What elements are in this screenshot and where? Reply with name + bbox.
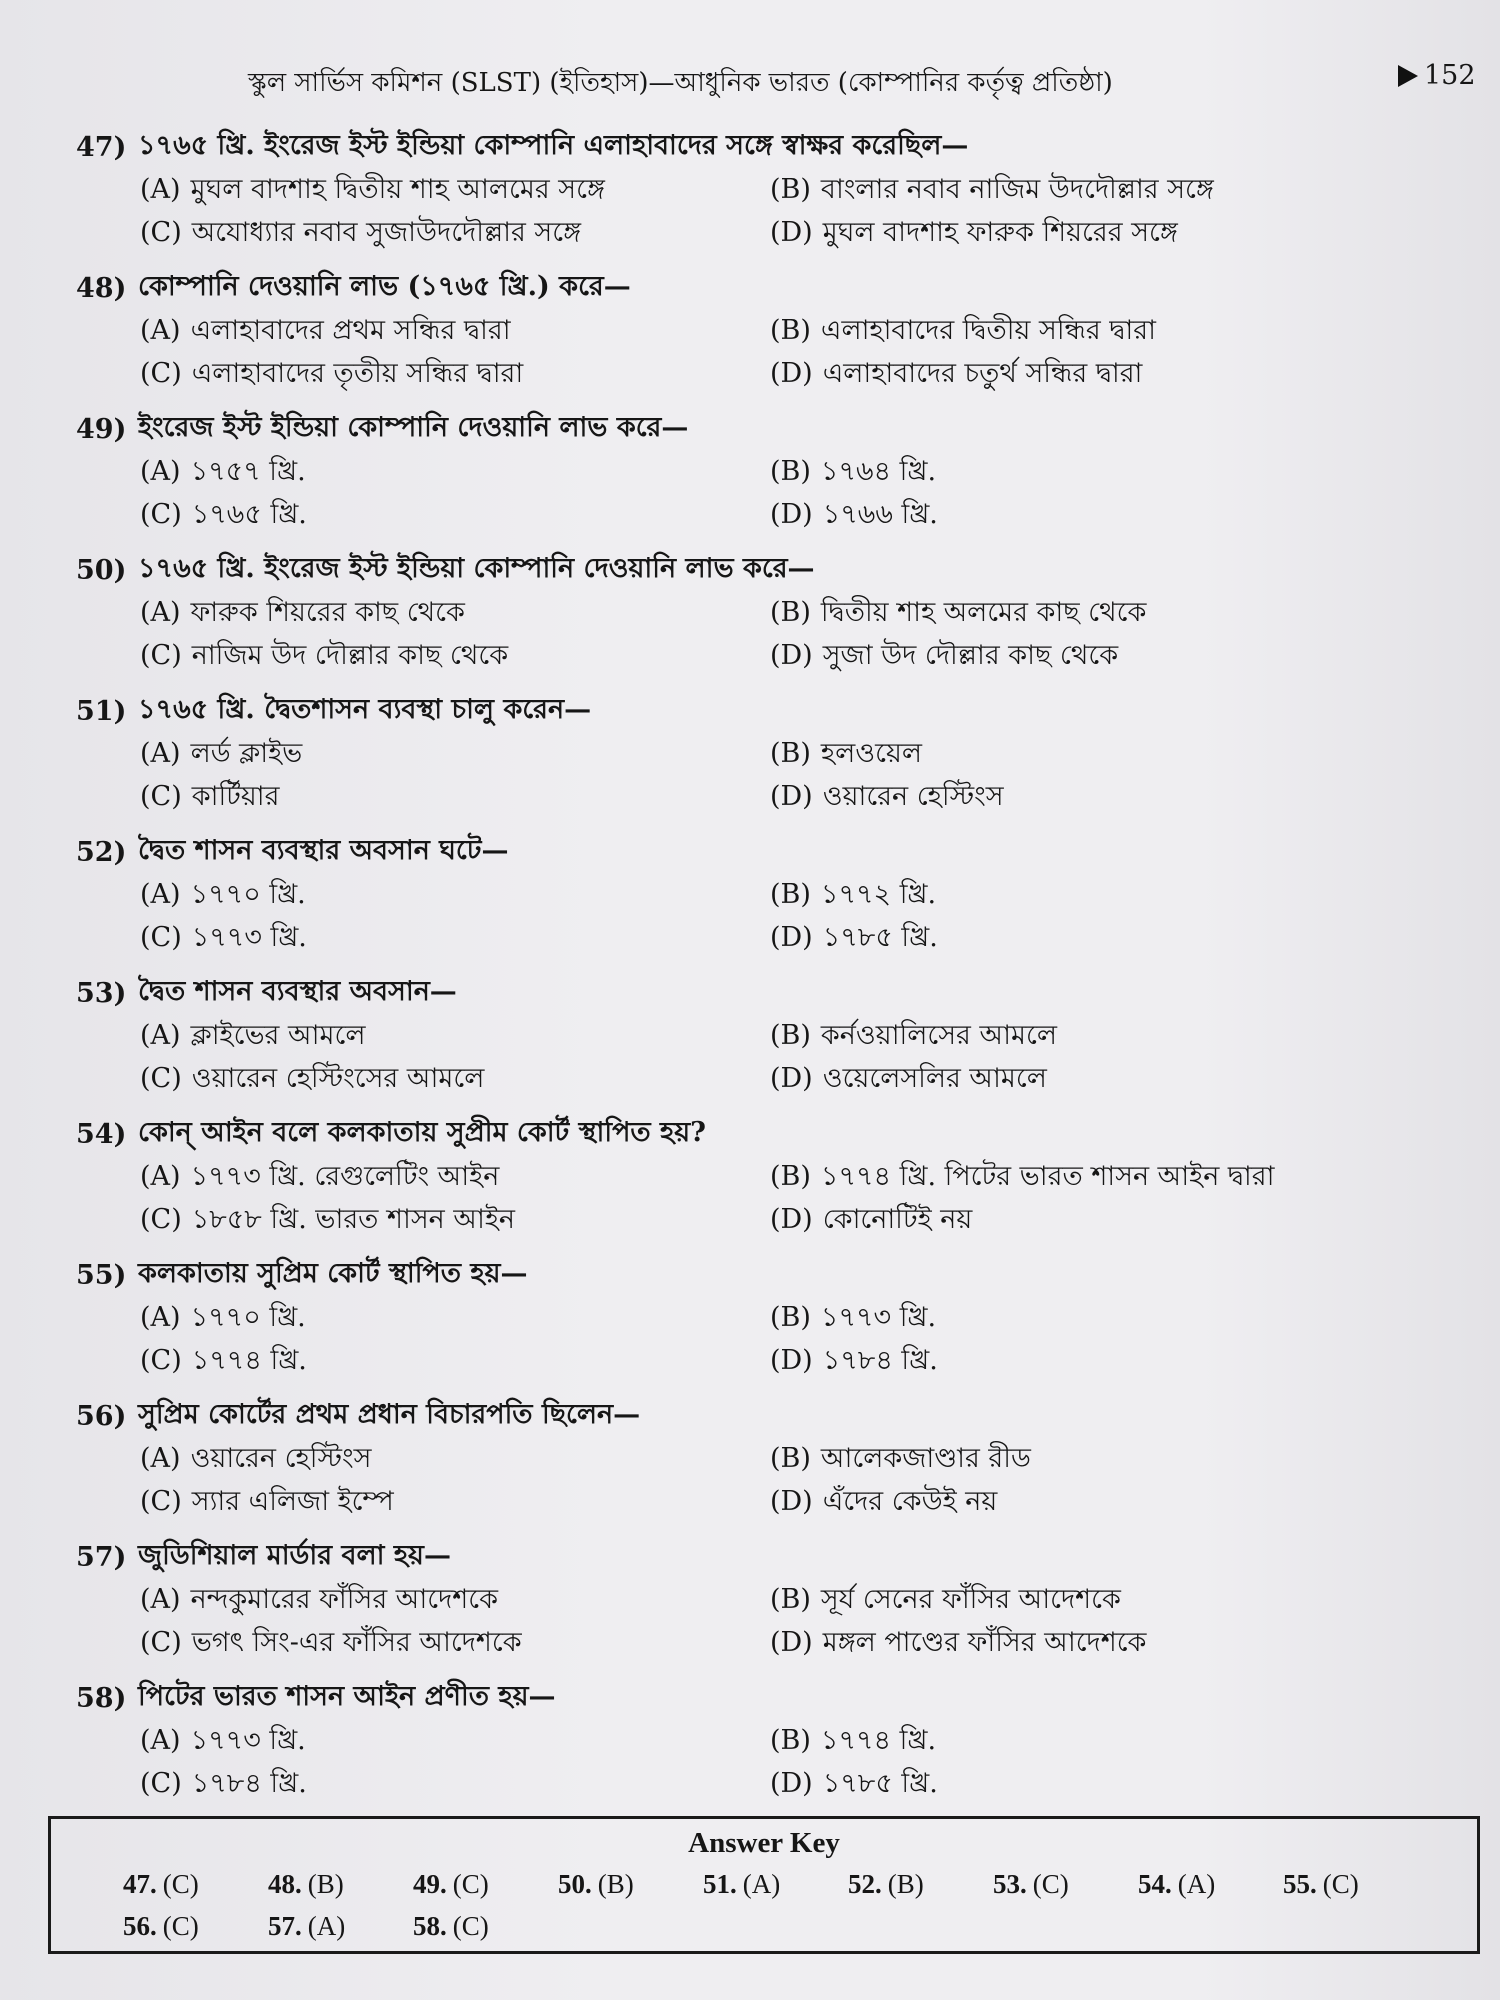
option-text: দ্বিতীয় শাহ অলমের কাছ থেকে (820, 597, 1147, 628)
option-label: (C) (140, 922, 182, 953)
answer-option (140, 1156, 770, 1201)
answer-question-number: 50. (558, 1868, 592, 1899)
option-label: (A) (140, 1725, 181, 1756)
question-block (76, 265, 1436, 397)
option-text: হলওয়েল (820, 738, 922, 769)
answer-choice: (A) (307, 1910, 346, 1941)
option-text: এলাহাবাদের প্রথম সন্ধির দ্বারা (190, 315, 511, 346)
option-row (76, 734, 1436, 777)
question-text: কোন্ আইন বলে কলকাতায় সুপ্রীম কোর্ট স্থাপিত হয়? (138, 1116, 706, 1148)
option-row (76, 1157, 1436, 1200)
answer-option (140, 917, 770, 962)
option-label: (A) (140, 1302, 181, 1333)
answer-option (770, 776, 1400, 821)
answer-option (140, 1579, 770, 1624)
option-row (76, 311, 1436, 354)
question-block (76, 1675, 1436, 1807)
answer-option (770, 592, 1400, 637)
answer-question-number: 51. (703, 1868, 737, 1899)
answer-entry (558, 1869, 703, 1900)
answer-option (140, 1438, 770, 1483)
option-row (76, 875, 1436, 918)
option-text: ১৭৭৩ খ্রি. রেগুলেটিং আইন (190, 1161, 500, 1192)
option-row (76, 918, 1436, 961)
answer-key-row (123, 1863, 1477, 1905)
option-text: ১৭৭৩ খ্রি. (191, 922, 307, 953)
question-line (76, 970, 1436, 1016)
option-text: ১৭৫৭ খ্রি. (190, 456, 306, 487)
answer-option (140, 1015, 770, 1060)
option-label: (C) (140, 1063, 182, 1094)
option-label: (A) (140, 456, 181, 487)
option-text: আলেকজাণ্ডার রীড (820, 1443, 1031, 1474)
option-text: ওয়ারেন হেস্টিংস (190, 1443, 372, 1474)
answer-option (770, 1481, 1400, 1526)
option-label: (B) (770, 456, 811, 487)
answer-option (770, 1199, 1400, 1244)
option-text: ১৭৮৪ খ্রি. (191, 1768, 307, 1799)
option-text: ১৭৮৫ খ্রি. (822, 922, 938, 953)
answer-option (770, 310, 1400, 355)
option-text: ১৭৮৫ খ্রি. (822, 1768, 938, 1799)
option-label: (A) (140, 738, 181, 769)
option-label: (C) (140, 358, 182, 389)
answer-option (140, 451, 770, 496)
answer-option (140, 1340, 770, 1385)
option-row (76, 636, 1436, 679)
option-row (76, 1059, 1436, 1102)
option-text: ১৭৭৩ খ্রি. (190, 1725, 306, 1756)
page-number-text: 152 (1424, 60, 1476, 91)
answer-choice: (A) (742, 1868, 781, 1899)
question-list (76, 124, 1436, 1816)
question-block (76, 1393, 1436, 1525)
option-row (76, 1721, 1436, 1764)
question-line (76, 406, 1436, 452)
question-text: ১৭৬৫ খ্রি. ইংরেজ ইস্ট ইন্ডিয়া কোম্পানি দেওয়ানি লাভ করে— (138, 552, 815, 584)
option-row (76, 354, 1436, 397)
question-block (76, 547, 1436, 679)
page-header: স্কুল সার্ভিস কমিশন (SLST) (ইতিহাস)—আধুনিক ভারত (কোম্পানির কর্তৃত্ব প্রতিষ্ঠা) (248, 68, 1113, 98)
answer-question-number: 47. (123, 1868, 157, 1899)
answer-option (140, 494, 770, 539)
option-label: (D) (770, 640, 813, 671)
answer-option (770, 169, 1400, 214)
option-label: (B) (770, 1584, 811, 1615)
option-label: (B) (770, 1443, 811, 1474)
question-text: কলকাতায় সুপ্রিম কোর্ট স্থাপিত হয়— (138, 1257, 528, 1289)
option-label: (A) (140, 1161, 181, 1192)
option-label: (C) (140, 217, 182, 248)
question-text: দ্বৈত শাসন ব্যবস্থার অবসান ঘটে— (138, 834, 509, 866)
option-text: ফারুক শিয়রের কাছ থেকে (190, 597, 465, 628)
question-block (76, 406, 1436, 538)
answer-question-number: 54. (1138, 1868, 1172, 1899)
question-line (76, 1111, 1436, 1157)
option-text: বাংলার নবাব নাজিম উদদৌল্লার সঙ্গে (820, 174, 1214, 205)
option-row (76, 1764, 1436, 1807)
answer-option (770, 874, 1400, 919)
option-row (76, 777, 1436, 820)
question-text: পিটের ভারত শাসন আইন প্রণীত হয়— (138, 1680, 556, 1712)
answer-option (770, 494, 1400, 539)
option-row (76, 1580, 1436, 1623)
answer-entry (703, 1869, 848, 1900)
answer-choice: (A) (1177, 1868, 1216, 1899)
option-label: (B) (770, 879, 811, 910)
option-label: (C) (140, 1627, 182, 1658)
option-text: নাজিম উদ দৌল্লার কাছ থেকে (191, 640, 509, 671)
answer-option (770, 1720, 1400, 1765)
answer-entry (413, 1911, 558, 1942)
option-text: ওয়ারেন হেস্টিংস (822, 781, 1004, 812)
answer-question-number: 53. (993, 1868, 1027, 1899)
option-text: নন্দকুমারের ফাঁসির আদেশকে (190, 1584, 499, 1615)
option-label: (C) (140, 1768, 182, 1799)
option-text: ১৭৭০ খ্রি. (190, 879, 306, 910)
answer-choice: (C) (1032, 1868, 1069, 1899)
answer-question-number: 58. (413, 1910, 447, 1941)
answer-choice: (B) (597, 1868, 634, 1899)
answer-option (140, 592, 770, 637)
question-number: 47) (76, 131, 127, 163)
answer-entry (268, 1869, 413, 1900)
answer-choice: (C) (452, 1910, 489, 1941)
answer-option (140, 1481, 770, 1526)
answer-question-number: 52. (848, 1868, 882, 1899)
option-text: ক্লাইভের আমলে (190, 1020, 366, 1051)
answer-choice: (C) (1322, 1868, 1359, 1899)
option-text: ১৭৭৪ খ্রি. পিটের ভারত শাসন আইন দ্বারা (820, 1161, 1275, 1192)
option-row (76, 593, 1436, 636)
question-block (76, 829, 1436, 961)
option-row (76, 1623, 1436, 1666)
option-label: (B) (770, 1161, 811, 1192)
option-text: কর্নওয়ালিসের আমলে (820, 1020, 1057, 1051)
answer-choice: (B) (307, 1868, 344, 1899)
option-text: ওয়েলেসলির আমলে (822, 1063, 1047, 1094)
question-block (76, 1534, 1436, 1666)
question-number: 48) (76, 272, 127, 304)
answer-question-number: 49. (413, 1868, 447, 1899)
question-line (76, 688, 1436, 734)
answer-option (770, 1015, 1400, 1060)
question-number: 49) (76, 413, 127, 445)
option-text: ১৭৭৪ খ্রি. (820, 1725, 937, 1756)
question-line (76, 829, 1436, 875)
option-text: ভগৎ সিং-এর ফাঁসির আদেশকে (191, 1627, 522, 1658)
answer-option (770, 733, 1400, 778)
option-label: (D) (770, 1063, 813, 1094)
answer-question-number: 48. (268, 1868, 302, 1899)
option-label: (B) (770, 1020, 811, 1051)
option-label: (A) (140, 1020, 181, 1051)
option-text: এলাহাবাদের তৃতীয় সন্ধির দ্বারা (191, 358, 524, 389)
option-row (76, 452, 1436, 495)
answer-option (140, 874, 770, 919)
answer-choice: (C) (162, 1910, 199, 1941)
answer-option (770, 1058, 1400, 1103)
option-label: (C) (140, 499, 182, 530)
answer-option (140, 1297, 770, 1342)
question-number: 52) (76, 836, 127, 868)
answer-option (770, 1297, 1400, 1342)
question-line (76, 1534, 1436, 1580)
option-text: অযোধ্যার নবাব সুজাউদদৌল্লার সঙ্গে (191, 217, 582, 248)
option-label: (A) (140, 174, 181, 205)
answer-choice: (C) (452, 1868, 489, 1899)
question-block (76, 970, 1436, 1102)
answer-option (140, 310, 770, 355)
option-text: কার্টিয়ার (191, 781, 280, 812)
option-text: ১৭৬৬ খ্রি. (822, 499, 938, 530)
option-label: (B) (770, 174, 811, 205)
answer-option (770, 1340, 1400, 1385)
option-label: (D) (770, 1345, 813, 1376)
answer-key-box (48, 1816, 1480, 1954)
option-label: (C) (140, 1345, 182, 1376)
answer-option (140, 776, 770, 821)
answer-choice: (B) (887, 1868, 924, 1899)
question-number: 57) (76, 1541, 127, 1573)
question-line (76, 1393, 1436, 1439)
option-text: ১৭৭২ খ্রি. (820, 879, 937, 910)
option-row (76, 495, 1436, 538)
answer-question-number: 56. (123, 1910, 157, 1941)
answer-question-number: 57. (268, 1910, 302, 1941)
answer-option (770, 1156, 1400, 1201)
answer-option (770, 1763, 1400, 1808)
option-label: (A) (140, 1584, 181, 1615)
option-row (76, 1439, 1436, 1482)
option-label: (A) (140, 879, 181, 910)
triangle-marker-icon (1398, 65, 1418, 87)
option-label: (B) (770, 738, 811, 769)
answer-option (770, 212, 1400, 257)
option-label: (D) (770, 781, 813, 812)
answer-entry (123, 1869, 268, 1900)
option-label: (D) (770, 499, 813, 530)
answer-option (140, 169, 770, 214)
answer-option (140, 1720, 770, 1765)
option-label: (A) (140, 1443, 181, 1474)
option-label: (C) (140, 1204, 182, 1235)
answer-key-row (123, 1905, 1477, 1947)
option-label: (D) (770, 1768, 813, 1799)
answer-option (770, 1579, 1400, 1624)
answer-option (770, 353, 1400, 398)
question-block (76, 124, 1436, 256)
question-number: 56) (76, 1400, 127, 1432)
question-text: জুডিশিয়াল মার্ডার বলা হয়— (138, 1539, 451, 1571)
answer-option (140, 353, 770, 398)
option-text: স্যার এলিজা ইম্পে (191, 1486, 394, 1517)
option-label: (D) (770, 922, 813, 953)
question-line (76, 124, 1436, 170)
option-label: (D) (770, 217, 813, 248)
answer-entry (993, 1869, 1138, 1900)
question-line (76, 1252, 1436, 1298)
option-label: (D) (770, 358, 813, 389)
option-text: মঙ্গল পাণ্ডের ফাঁসির আদেশকে (822, 1627, 1147, 1658)
question-number: 55) (76, 1259, 127, 1291)
answer-key-title: Answer Key (688, 1827, 840, 1859)
question-number: 58) (76, 1682, 127, 1714)
option-text: ১৭৬৪ খ্রি. (820, 456, 937, 487)
answer-entry (1283, 1869, 1428, 1900)
option-text: মুঘল বাদশাহ ফারুক শিয়রের সঙ্গে (822, 217, 1178, 248)
question-text: কোম্পানি দেওয়ানি লাভ (১৭৬৫ খ্রি.) করে— (138, 270, 631, 302)
option-label: (B) (770, 315, 811, 346)
question-line (76, 265, 1436, 311)
option-text: ১৭৬৫ খ্রি. (191, 499, 307, 530)
option-row (76, 1200, 1436, 1243)
option-text: ১৭৮৪ খ্রি. (822, 1345, 938, 1376)
option-label: (A) (140, 597, 181, 628)
question-line (76, 547, 1436, 593)
question-number: 51) (76, 695, 127, 727)
answer-option (770, 451, 1400, 496)
question-block (76, 1252, 1436, 1384)
question-text: ১৭৬৫ খ্রি. ইংরেজ ইস্ট ইন্ডিয়া কোম্পানি এলাহাবাদের সঙ্গে স্বাক্ষর করেছিল— (138, 129, 969, 161)
answer-option (140, 1763, 770, 1808)
option-text: ওয়ারেন হেস্টিংসের আমলে (191, 1063, 485, 1094)
option-text: কোনোটিই নয় (822, 1204, 973, 1235)
option-label: (D) (770, 1627, 813, 1658)
option-text: লর্ড ক্লাইভ (190, 738, 303, 769)
answer-option (770, 917, 1400, 962)
option-text: ১৭৭৪ খ্রি. (191, 1345, 307, 1376)
answer-entry (413, 1869, 558, 1900)
answer-entry (268, 1911, 413, 1942)
answer-option (140, 212, 770, 257)
option-text: ১৮৫৮ খ্রি. ভারত শাসন আইন (191, 1204, 516, 1235)
answer-option (770, 1438, 1400, 1483)
question-text: দ্বৈত শাসন ব্যবস্থার অবসান— (138, 975, 457, 1007)
answer-entry (1138, 1869, 1283, 1900)
option-row (76, 170, 1436, 213)
answer-option (140, 635, 770, 680)
option-text: এঁদের কেউই নয় (822, 1486, 998, 1517)
option-text: সূর্য সেনের ফাঁসির আদেশকে (820, 1584, 1121, 1615)
option-row (76, 1298, 1436, 1341)
option-text: সুজা উদ দৌল্লার কাছ থেকে (822, 640, 1119, 671)
question-number: 54) (76, 1118, 127, 1150)
option-text: ১৭৭০ খ্রি. (190, 1302, 306, 1333)
option-row (76, 1482, 1436, 1525)
option-label: (B) (770, 1302, 811, 1333)
answer-option (140, 1058, 770, 1103)
option-text: এলাহাবাদের চতুর্থ সন্ধির দ্বারা (822, 358, 1143, 389)
answer-entry (123, 1911, 268, 1942)
option-label: (A) (140, 315, 181, 346)
answer-option (770, 1622, 1400, 1667)
option-label: (C) (140, 1486, 182, 1517)
answer-choice: (C) (162, 1868, 199, 1899)
option-text: মুঘল বাদশাহ দ্বিতীয় শাহ আলমের সঙ্গে (190, 174, 605, 205)
option-label: (C) (140, 781, 182, 812)
question-block (76, 1111, 1436, 1243)
option-text: ১৭৭৩ খ্রি. (820, 1302, 937, 1333)
question-block (76, 688, 1436, 820)
option-label: (D) (770, 1204, 813, 1235)
answer-option (140, 1199, 770, 1244)
option-row (76, 1016, 1436, 1059)
answer-entry (848, 1869, 993, 1900)
answer-option (770, 635, 1400, 680)
page-number (1398, 60, 1476, 91)
option-row (76, 213, 1436, 256)
option-label: (D) (770, 1486, 813, 1517)
answer-option (140, 733, 770, 778)
answer-option (140, 1622, 770, 1667)
question-text: ইংরেজ ইস্ট ইন্ডিয়া কোম্পানি দেওয়ানি লাভ করে— (138, 411, 689, 443)
question-text: ১৭৬৫ খ্রি. দ্বৈতশাসন ব্যবস্থা চালু করেন— (138, 693, 592, 725)
option-row (76, 1341, 1436, 1384)
question-text: সুপ্রিম কোর্টের প্রথম প্রধান বিচারপতি ছিলেন— (138, 1398, 641, 1430)
option-label: (B) (770, 597, 811, 628)
option-label: (B) (770, 1725, 811, 1756)
question-number: 53) (76, 977, 127, 1009)
answer-key-list (51, 1863, 1477, 1947)
question-line (76, 1675, 1436, 1721)
option-text: এলাহাবাদের দ্বিতীয় সন্ধির দ্বারা (820, 315, 1156, 346)
option-label: (C) (140, 640, 182, 671)
question-number: 50) (76, 554, 127, 586)
answer-question-number: 55. (1283, 1868, 1317, 1899)
